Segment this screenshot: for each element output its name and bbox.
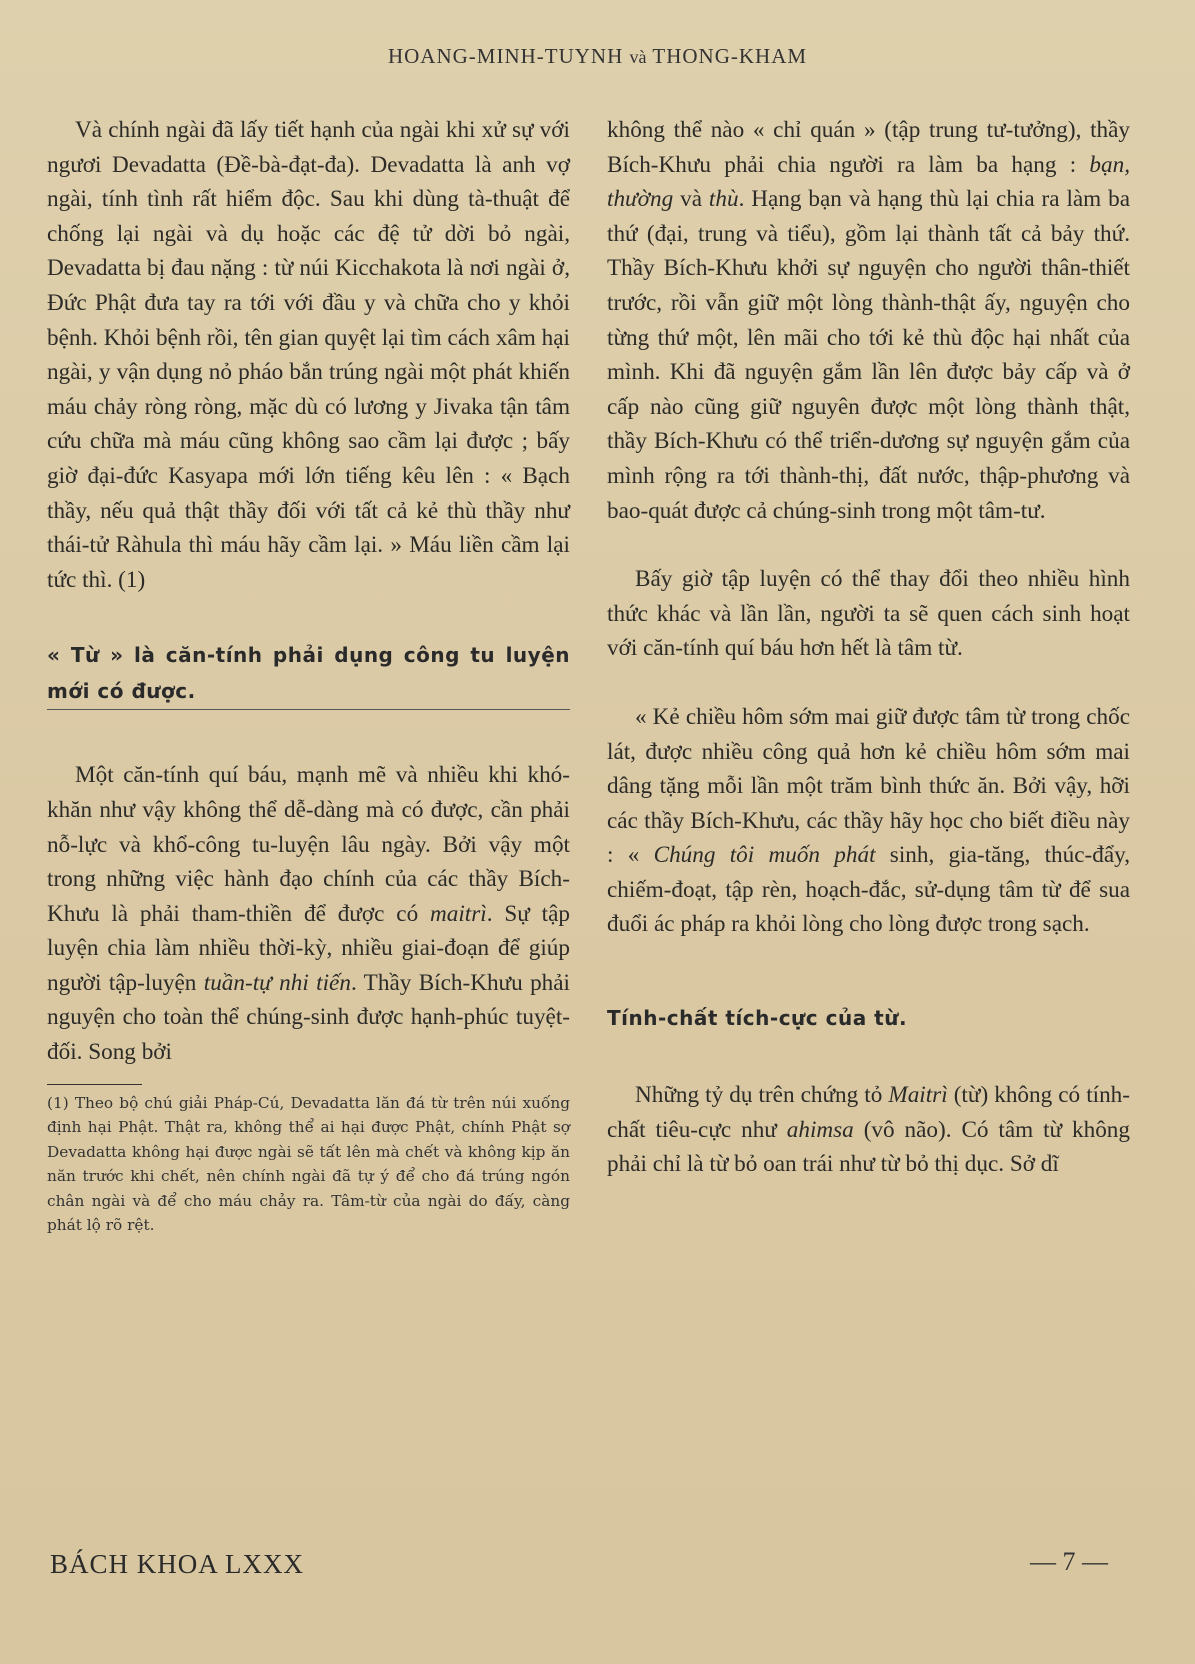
text-run: . Hạng bạn và hạng thù lại chia ra làm ba thứ (đại, trung và tiểu), gồm lại thành tất cả bảy thứ. Thầy Bích-Khưu khởi sự nguyện cho người thân-thiết trước, rồi vẫn giữ một lòng thành-thật ấy, nguyện cho từng thứ một, lên mãi cho tới kẻ thù độc hại nhất của mình. Khi đã nguyện gắm lần lên được bảy cấp và ở cấp nào cũng giữ nguyên được một lòng thành thật, thầy Bích-Khưu có thể triển-dương sự nguyện gắm của mình rộng ra tới thành-thị, đất nước, thập-phương và bao-quát được cả chúng-sinh trong một tâm-tư. (607, 186, 1130, 524)
page-number: — 7 — (1030, 1547, 1108, 1576)
text-run: « Kẻ chiều hôm sớm mai giữ được tâm từ trong chốc lát, được nhiều công quả hơn kẻ chiều hôm sớm mai dâng tặng mỗi lần một trăm bình thức ăn. Bởi vậy, hỡi các thầy Bích-Khưu, các thầy hãy học cho biết điều này : « (607, 703, 1130, 869)
header-author-2: THONG-KHAM (652, 44, 808, 68)
running-header (0, 44, 1195, 69)
header-author-1: HOANG-MINH-TUYNH (387, 44, 624, 68)
text-run: và (673, 186, 709, 213)
section-heading-tinh-chat: Tính-chất tích-cực của từ. (607, 1006, 908, 1031)
text-run: (từ) không có tính-chất tiêu-cực như (607, 1082, 1130, 1143)
section-heading-tu: « Từ » là căn-tính phải dụng công tu luyện mới có được. (47, 637, 570, 710)
header-conjunction: và (629, 47, 647, 67)
left-paragraph-1: Và chính ngài đã lấy tiết hạnh của ngài khi xử sự với ngươi Devadatta (Đề-bà-đạt-đa). Devadatta là anh vợ ngài, tính tình rất hiểm độc. Sau khi dùng tà-thuật để chống lại ngài và dụ hoặc các đệ tử dời bỏ ngài, Devadatta bị đau nặng : từ núi Kicchakota là nơi ngài ở, Đức Phật đưa tay ra tới với đầu y và chữa cho y khỏi bệnh. Khỏi bệnh rồi, tên gian quyệt lại tìm cách xâm hại ngài, y vận dụng nỏ pháo bắn trúng ngài một phát khiến máu chảy ròng ròng, mặc dù có lương y Jivaka tận tâm cứu chữa mà máu cũng không sao cầm lại được ; bấy giờ đại-đức Kasyapa mới lớn tiếng kêu lên : « Bạch thầy, nếu quả thật thầy đối với tất cả kẻ thù thầy như thái-tử Ràhula thì máu hãy cầm lại. » Máu liền cầm lại tức thì. (1) (47, 117, 570, 593)
italic-term-maitri: Maitrì (888, 1082, 948, 1109)
right-paragraph-4 (607, 1078, 1130, 1182)
right-paragraph-1 (607, 113, 1130, 528)
italic-term-ahimsa: ahimsa (786, 1116, 854, 1143)
text-run: . Thầy Bích-Khưu phải nguyện cho toàn thể chúng-sinh được hạnh-phúc tuyệt-đối. Song bởi (47, 969, 570, 1066)
italic-term-maitri: maitrì (430, 900, 487, 927)
text-run: Một căn-tính quí báu, mạnh mẽ và nhiều khi khó-khăn như vậy không thể dễ-dàng mà có được, cần phải nỗ-lực và khổ-công tu-luyện lâu ngày. Bởi vậy một trong những việc hành đạo chính của các thầy Bích-Khưu là phải tham-thiền để được có (47, 762, 570, 927)
italic-phrase: tuần-tự nhi tiến (203, 969, 351, 996)
text-run: (vô não). Có tâm từ không phải chỉ là từ bỏ oan trái như từ bỏ thị dục. Sở dĩ (607, 1116, 1130, 1178)
text-run: không thể nào « chỉ quán » (tập trung tư-tưởng), thầy Bích-Khưu phải chia người ra làm ba hạng : (607, 117, 1130, 178)
footnote: (1) Theo bộ chú giải Pháp-Cú, Devadatta lăn đá từ trên núi xuống định hại Phật. Thật ra, không thể ai hại được Phật, chính Phật sợ Devadatta không hại được ngài sẽ tất lên mà chết và không kịp ăn năn trước khi chết, nên chính ngài đã tự ý để cho đá trúng ngón chân ngài và để cho máu chảy ra. Tâm-từ của ngài do đấy, càng phát lộ rõ rệt. (47, 1093, 570, 1235)
text-run: sinh, gia-tăng, thúc-đẩy, chiếm-đoạt, tập rèn, hoạch-đắc, sử-dụng tâm từ để sua đuổi ác pháp ra khỏi lòng cho lòng được trong sạch. (607, 842, 1130, 938)
right-column (607, 113, 1130, 1182)
right-paragraph-3 (607, 700, 1130, 942)
text-run: Những tỷ dụ trên chứng tỏ (635, 1082, 889, 1109)
right-paragraph-2: Bấy giờ tập luyện có thể thay đổi theo nhiều hình thức khác và lần lần, người ta sẽ quen cách sinh hoạt với căn-tính quí báu hơn hết là tâm từ. (607, 566, 1130, 662)
text-run: . Sự tập luyện chia làm nhiều thời-kỳ, nhiều giai-đoạn để giúp người tập-luyện (47, 900, 570, 996)
footnote-rule (47, 1084, 142, 1085)
journal-footer: BÁCH KHOA LXXX (50, 1549, 305, 1579)
italic-quote: Chúng tôi muốn phát (653, 842, 876, 869)
left-column (47, 113, 570, 1238)
italic-terms: bạn, thường (607, 151, 1130, 213)
left-paragraph-2 (47, 758, 570, 1069)
italic-term-thu: thù (708, 186, 739, 213)
